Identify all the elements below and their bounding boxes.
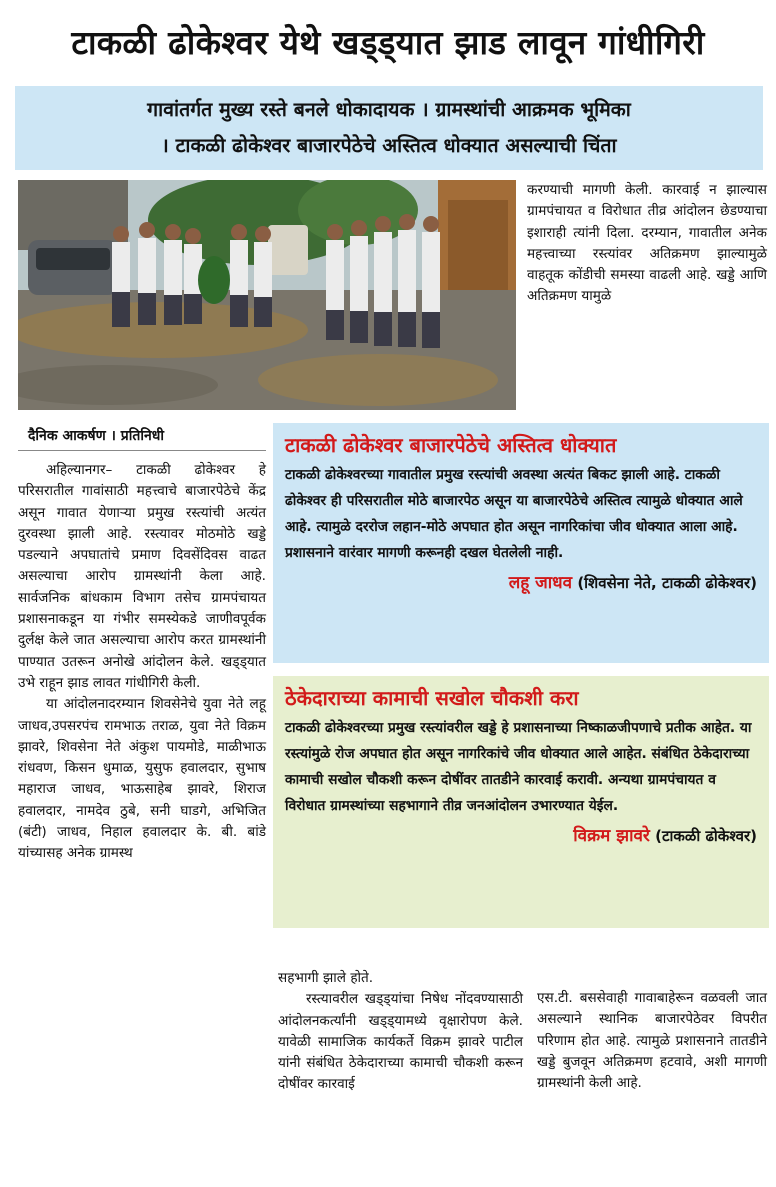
middle-paragraph-1: सहभागी झाले होते. xyxy=(278,970,374,986)
quote-box-1-meta: (शिवसेना नेते, टाकळी ढोकेश्वर) xyxy=(572,574,757,592)
quote-box-2 xyxy=(273,676,769,928)
quote-box-2-name: विक्रम झावरे xyxy=(573,826,650,846)
quote-box-2-title: ठेकेदाराच्या कामाची सखोल चौकशी करा xyxy=(285,686,579,710)
quote-box-1-signature xyxy=(285,570,757,593)
quote-box-1-title: टाकळी ढोकेश्वर बाजारपेठेचे अस्तित्व धोक्यात xyxy=(285,433,617,457)
top-right-paragraph: करण्याची मागणी केली. कारवाई न झाल्यास ग्रामपंचायत व विरोधात तीव्र आंदोलन छेडण्याचा इशाराही त्यांनी दिला. दरम्यान, गावातील अनेक महत्त्वाच्या रस्त्यांवर अतिक्रमण झाल्यामुळे वाहतूक कोंडीची समस्या वाढली आहे. खड्डे आणि अतिक्रमण यामुळे xyxy=(527,182,767,305)
quote-box-2-signature xyxy=(285,823,757,846)
right-paragraph-1: एस.टी. बससेवाही गावाबाहेरून वळवली जात असल्याने स्थानिक बाजारपेठेवर विपरीत परिणाम होत आहे. त्यामुळे प्रशासनाने तातडीने खड्डे बुजवून अतिक्रमण हटवावे, अशी मागणी ग्रामस्थांनी केली आहे. xyxy=(537,990,767,1092)
right-column xyxy=(537,988,767,1094)
quote-box-1-body: टाकळी ढोकेश्वरच्या गावातील प्रमुख रस्त्यांची अवस्था अत्यंत बिकट झाली आहे. टाकळी ढोकेश्वर ही परिसरातील मोठे बाजारपेठ असून या बाजारपेठेचे अस्तित्व त्यामुळे धोक्यात आले आहे. त्यामुळे दररोज लहान-मोठे अपघात होत असून नागरिकांचा जीव धोक्यात आला आहे. प्रशासनाने वारंवार मागणी करूनही दखल घेतलेली नाही. xyxy=(285,467,743,561)
left-column xyxy=(18,460,266,865)
subheadline-line-2: । टाकळी ढोकेश्वर बाजारपेठेचे अस्तित्व धोक्यात असल्याची चिंता xyxy=(161,134,617,157)
byline: दैनिक आकर्षण । प्रतिनिधी xyxy=(28,428,164,444)
middle-column xyxy=(278,968,523,1096)
quote-box-1 xyxy=(273,423,769,663)
left-paragraph-2: या आंदोलनादरम्यान शिवसेनेचे युवा नेते लहू जाधव,उपसरपंच रामभाऊ तराळ, युवा नेते विक्रम झावरे, शिवसेना नेते अंकुश पायमोडे, माळीभाऊ रांधवण, किसन धुमाळ, युसुफ हवालदार, सुभाष महाराज जाधव, भाऊसाहेब झावरे, शिराज हवालदार, नामदेव ठुबे, सनी घाडगे, अभिजित (बंटी) जाधव, निहाल हवालदार के. बी. बांडे यांच्यासह अनेक ग्रामस्थ xyxy=(18,696,266,862)
headline: टाकळी ढोकेश्वर येथे खड्ड्यात झाड लावून गांधीगिरी xyxy=(71,22,705,62)
news-photo xyxy=(18,180,516,410)
left-paragraph-1: अहिल्यानगर– टाकळी ढोकेश्वर हे परिसरातील गावांसाठी महत्त्वाचे बाजारपेठेचे केंद्र असून गावात येणाऱ्या प्रमुख रस्त्यांची अत्यंत दुरवस्था झाली आहे. रस्त्यावर मोठमोठे खड्डे पडल्याने अपघातांचे प्रमाण दिवसेंदिवस वाढत असल्याचा आरोप ग्रामस्थांनी केला आहे. सार्वजनिक बांधकाम विभाग तसेच ग्रामपंचायत प्रशासनाकडून या गंभीर समस्येकडे जाणीवपूर्वक दुर्लक्ष केले जात असल्याचा आरोप करत ग्रामस्थांनी पाण्यात उतरून अनोखे आंदोलन केले. खड्ड्यात उभे राहून झाड लावत गांधीगिरी केली. xyxy=(18,462,266,691)
subheadline-box xyxy=(15,86,763,170)
byline-divider xyxy=(18,450,266,451)
middle-paragraph-2: रस्त्यावरील खड्ड्यांचा निषेध नोंदवण्यासाठी आंदोलनकर्त्यांनी खड्ड्यामध्ये वृक्षारोपण केले. यावेळी सामाजिक कार्यकर्ते विक्रम झावरे पाटील यांनी संबंधित ठेकेदाराच्या कामाची चौकशी करून दोषींवर कारवाई xyxy=(278,991,523,1093)
top-right-column xyxy=(527,180,767,308)
quote-box-2-body: टाकळी ढोकेश्वरच्या प्रमुख रस्त्यांवरील खड्डे हे प्रशासनाच्या निष्काळजीपणाचे प्रतीक आहेत. या रस्त्यांमुळे रोज अपघात होत असून नागरिकांचे जीव धोक्यात आले आहेत. संबंधित ठेकेदाराच्या कामाची सखोल चौकशी करून दोषींवर तातडीने कारवाई करावी. अन्यथा ग्रामपंचायत व विरोधात ग्रामस्थांच्या सहभागाने तीव्र जनआंदोलन उभारण्यात येईल. xyxy=(285,720,752,814)
protest-photo-illustration xyxy=(18,180,516,410)
subheadline-line-1: गावांतर्गत मुख्य रस्ते बनले धोकादायक । ग्रामस्थांची आक्रमक भूमिका xyxy=(147,98,631,121)
quote-box-1-name: लहू जाधव xyxy=(508,573,573,593)
quote-box-2-meta: (टाकळी ढोकेश्वर) xyxy=(649,827,757,845)
